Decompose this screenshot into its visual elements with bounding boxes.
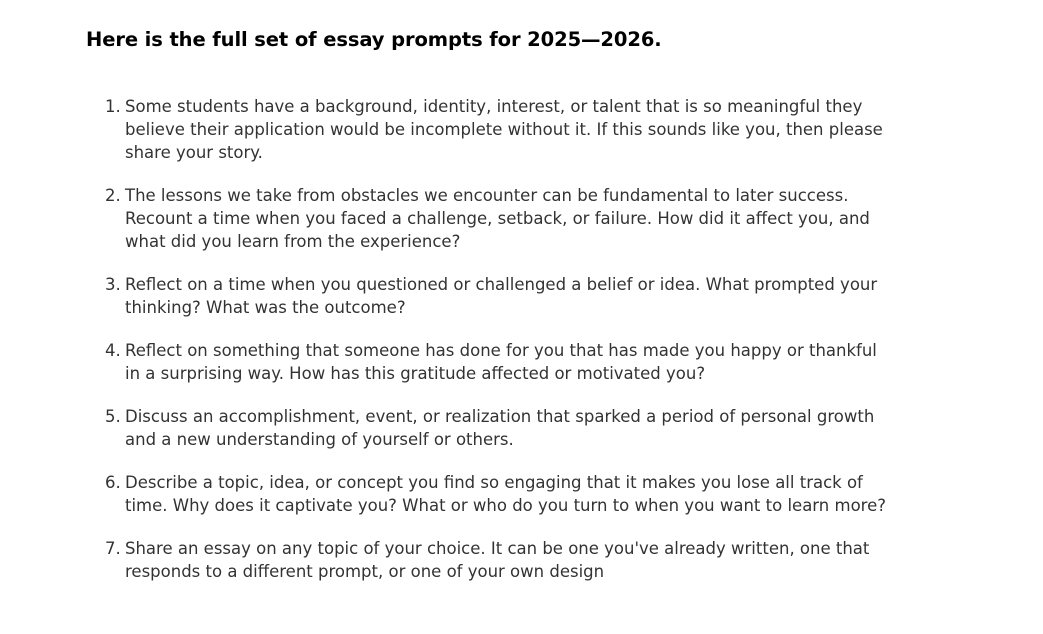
list-item [105,95,916,164]
list-item-text: Discuss an accomplishment, event, or realization that sparked a period of personal growth and a new understanding of yourself or others. [125,407,875,449]
list-item [105,471,916,517]
list-item-text: Some students have a background, identity, interest, or talent that is so meaningful they believe their application would be incomplete without it. If this sounds like you, then please share your story. [125,97,883,162]
list-item [105,405,916,451]
list-item-text: Share an essay on any topic of your choice. It can be one you've already written, one that responds to a different prompt, or one of your own design [125,539,870,581]
list-item-text: The lessons we take from obstacles we encounter can be fundamental to later success. Recount a time when you faced a challenge, setback, or failure. How did it affect you, and what did you learn from the experience? [125,186,870,251]
list-item-text: Reflect on a time when you questioned or challenged a belief or idea. What prompted your thinking? What was the outcome? [125,275,878,317]
list-item [105,339,916,385]
list-item [105,537,916,583]
page-heading: Here is the full set of essay prompts for 2025—2026. [86,28,662,51]
list-item-number: 2. [105,186,121,205]
article-content [86,26,916,603]
list-item-number: 3. [105,275,121,294]
list-item-number: 1. [105,97,121,116]
list-item-number: 7. [105,539,121,558]
essay-prompt-list [86,95,916,583]
list-item [105,273,916,319]
list-item-number: 6. [105,473,121,492]
list-item-number: 5. [105,407,121,426]
list-item-number: 4. [105,341,121,360]
list-item-text: Reflect on something that someone has done for you that has made you happy or thankful in a surprising way. How has this gratitude affected or motivated you? [125,341,877,383]
list-item [105,184,916,253]
list-item-text: Describe a topic, idea, or concept you find so engaging that it makes you lose all track of time. Why does it captivate you? What or who do you turn to when you want to learn more? [125,473,886,515]
